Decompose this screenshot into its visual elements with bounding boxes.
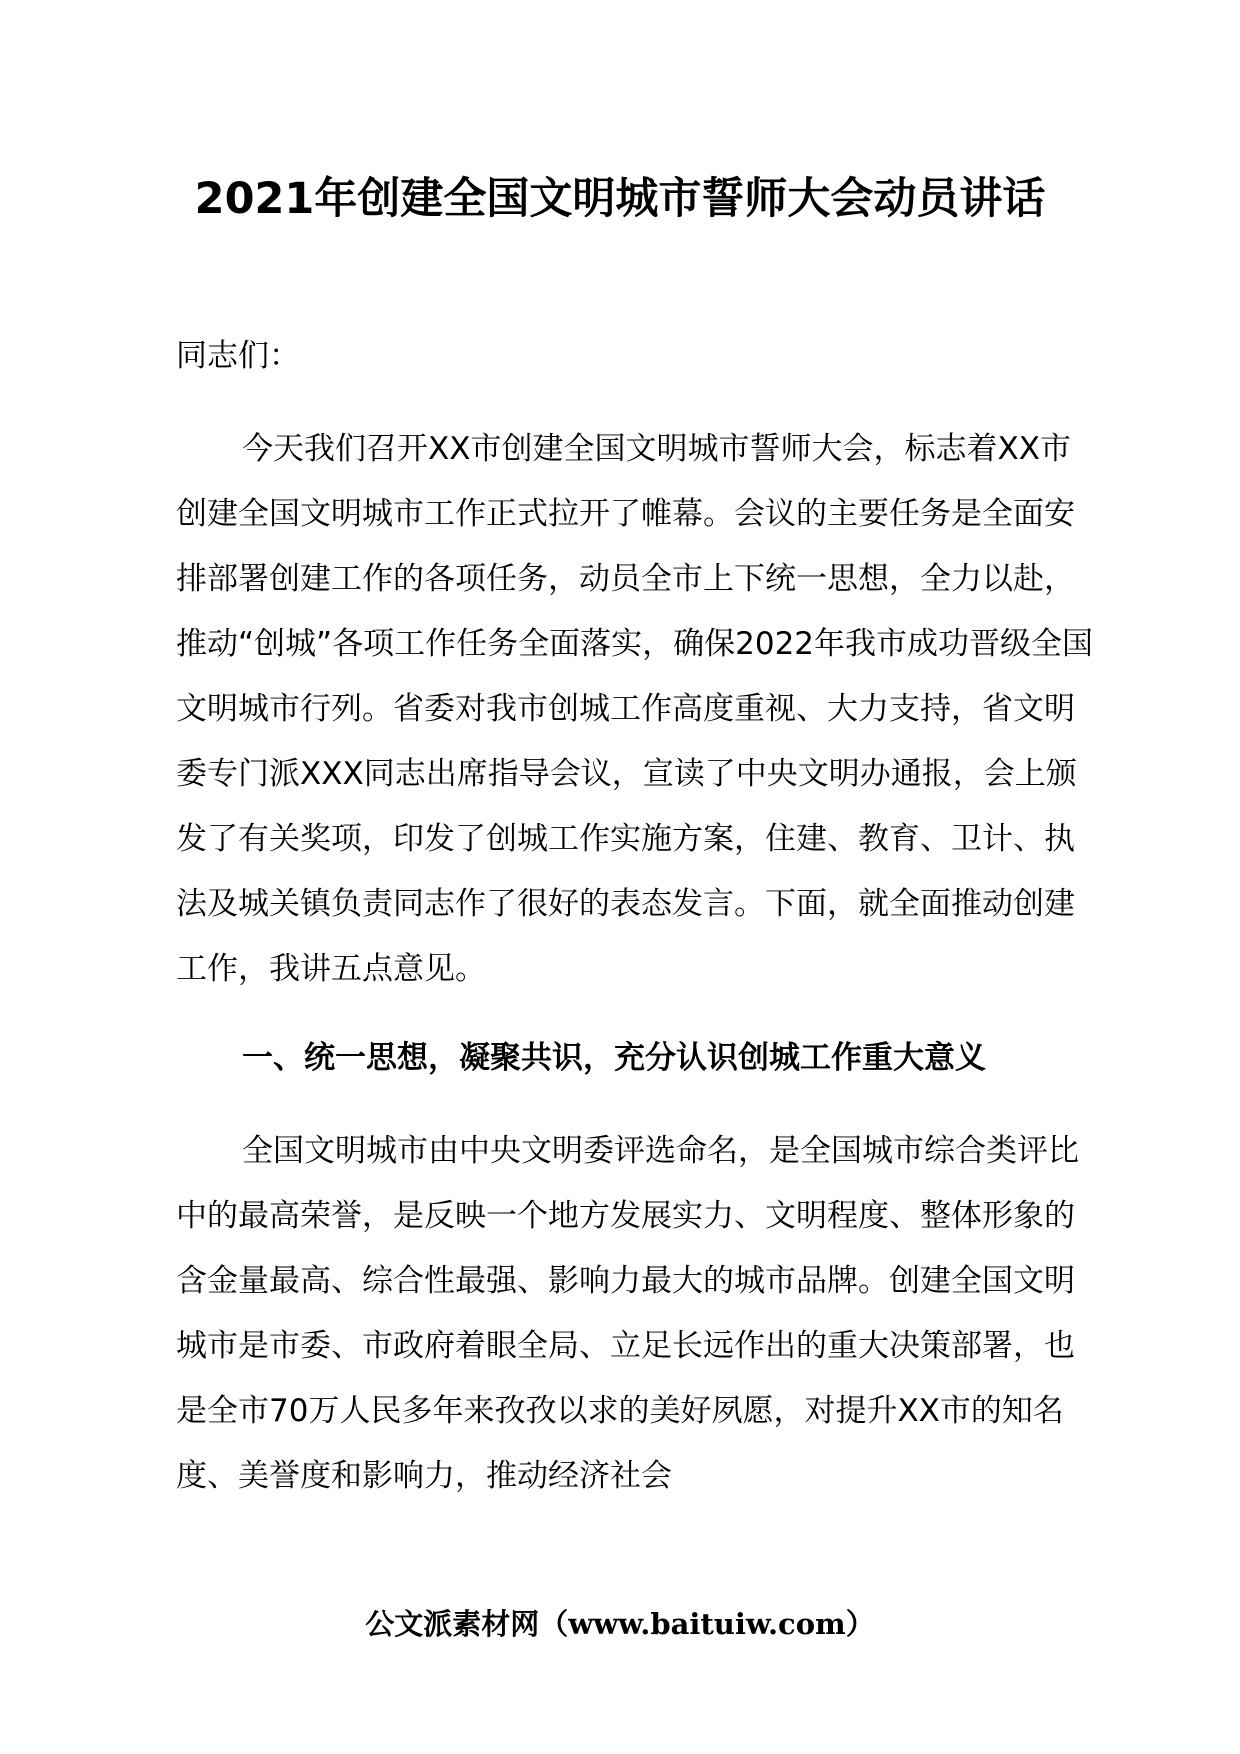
body-paragraph: 全国文明城市由中央文明委评选命名，是全国城市综合类评比中的最高荣誉，是反映一个地方发展实力、文明程度、整体形象的含金量最高、综合性最强、影响力最大的城市品牌。创建全国文明城市是市委、市政府着眼全局、立足长远作出的重大决策部署，也是全市70万人民多年来孜孜以求的美好夙愿，对提升XX市的知名度、美誉度和影响力，推动经济社会 <box>176 1133 1079 1494</box>
section-heading: 一、统一思想，凝聚共识，充分认识创城工作重大意义 <box>242 1040 986 1076</box>
document-title: 2021年创建全国文明城市誓师大会动员讲话 <box>194 174 1046 224</box>
footer-credit: 公文派素材网（www.baituiw.com） <box>365 1607 875 1641</box>
salutation: 同志们： <box>176 338 300 374</box>
body-paragraph: 今天我们召开XX市创建全国文明城市誓师大会，标志着XX市创建全国文明城市工作正式拉开了帷幕。会议的主要任务是全面安排部署创建工作的各项任务，动员全市上下统一思想，全力以赴，推动“创城”各项工作任务全面落实，确保2022年我市成功晋级全国文明城市行列。省委对我市创城工作高度重视、大力支持，省文明委专门派XXX同志出席指导会议，宣读了中央文明办通报，会上颁发了有关奖项，印发了创城工作实施方案，住建、教育、卫计、执法及城关镇负责同志作了很好的表态发言。下面，就全面推动创建工作，我讲五点意见。 <box>176 431 1094 987</box>
